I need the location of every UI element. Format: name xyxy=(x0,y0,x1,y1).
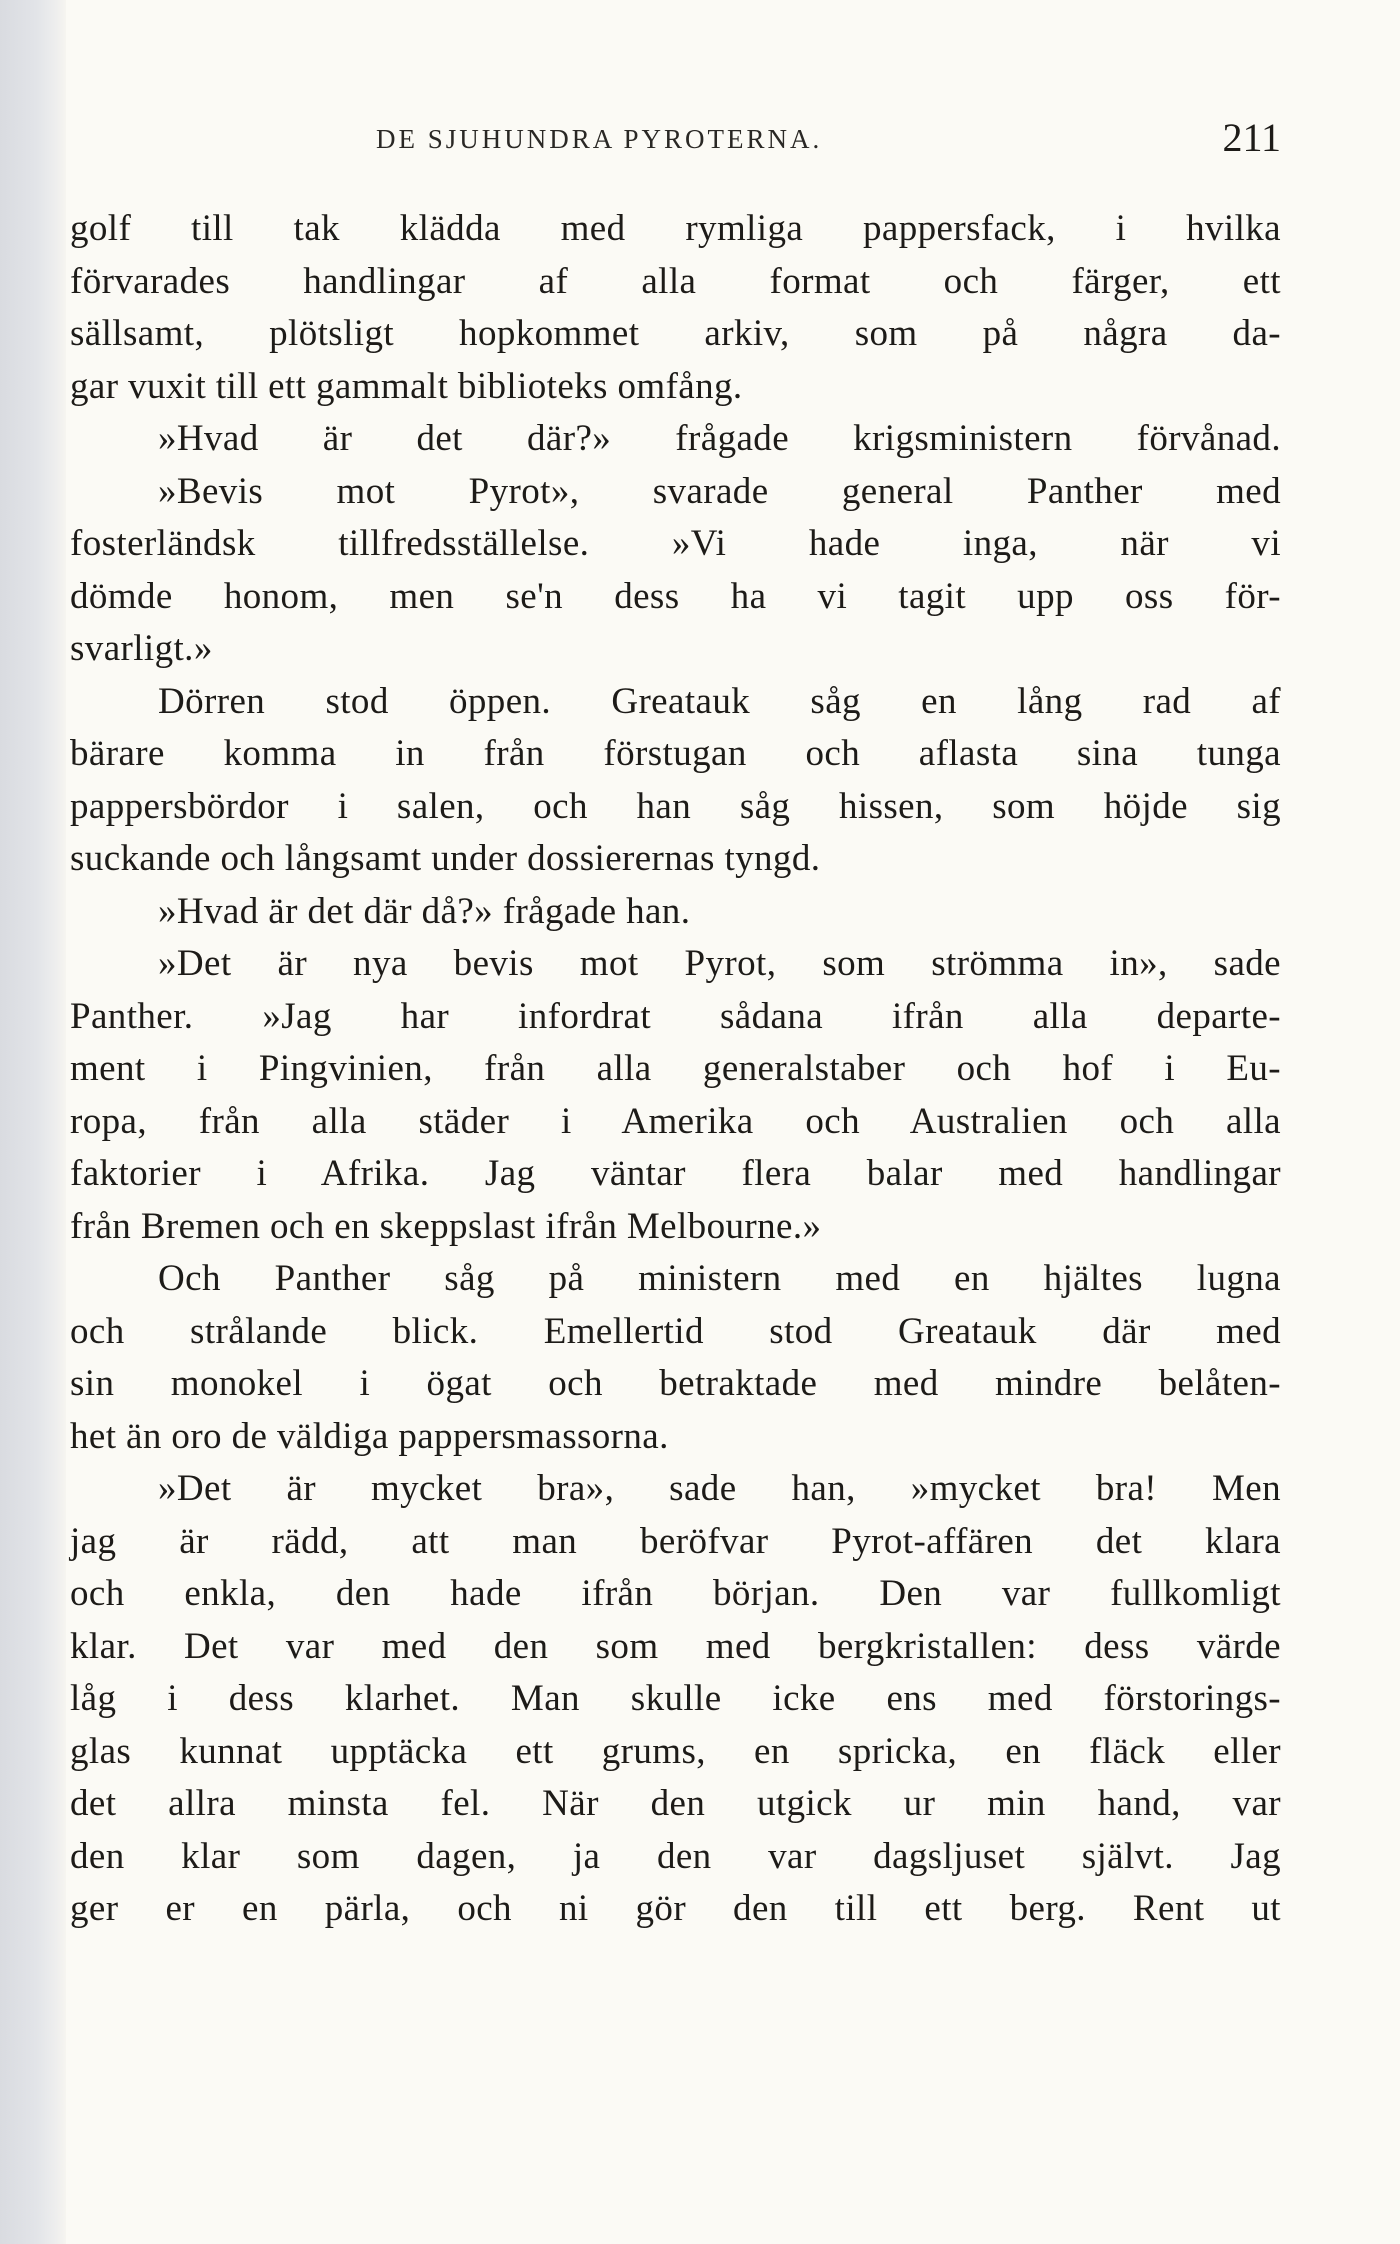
text-line: fosterländsk tillfredsställelse. »Vi hade inga, när vi xyxy=(70,523,1281,564)
text-line: gar vuxit till ett gammalt biblioteks omfång. xyxy=(70,365,743,407)
text-line: från Bremen och en skeppslast ifrån Melbourne.» xyxy=(70,1205,822,1247)
text-line: Dörren stod öppen. Greatauk såg en lång rad af xyxy=(158,680,1281,722)
book-gutter-shadow xyxy=(0,0,66,2244)
book-page xyxy=(66,0,1400,2244)
body-text xyxy=(70,203,1281,1936)
text-line: klar. Det var med den som med bergkristallen: dess värde xyxy=(70,1625,1281,1667)
text-line: och enkla, den hade ifrån början. Den var fullkomligt xyxy=(70,1573,1281,1614)
text-line: ger er en pärla, och ni gör den till ett berg. Rent ut xyxy=(70,1888,1281,1929)
text-line: golf till tak klädda med rymliga pappersfack, i hvilka xyxy=(70,208,1281,249)
running-header xyxy=(66,112,1281,168)
text-line: ment i Pingvinien, från alla generalstaber och hof i Eu- xyxy=(70,1048,1281,1089)
text-line: suckande och långsamt under dossierernas tyngd. xyxy=(70,838,821,879)
text-line: pappersbördor i salen, och han såg hissen, som höjde sig xyxy=(70,785,1281,827)
text-line: sin monokel i ögat och betraktade med mindre belåten- xyxy=(70,1363,1281,1404)
text-line: »Hvad är det där då?» frågade han. xyxy=(158,890,691,932)
text-line: den klar som dagen, ja den var dagsljuset självt. Jag xyxy=(70,1835,1281,1877)
text-line: »Det är mycket bra», sade han, »mycket bra! Men xyxy=(158,1468,1281,1509)
text-line: dömde honom, men se'n dess ha vi tagit upp oss för- xyxy=(70,575,1281,617)
text-line: jag är rädd, att man beröfvar Pyrot-affären det klara xyxy=(70,1520,1281,1562)
text-line: och strålande blick. Emellertid stod Greatauk där med xyxy=(70,1310,1281,1352)
text-line: ropa, från alla städer i Amerika och Australien och alla xyxy=(70,1100,1281,1142)
text-line: faktorier i Afrika. Jag väntar flera balar med handlingar xyxy=(70,1153,1281,1194)
text-line: »Hvad är det där?» frågade krigsministern förvånad. xyxy=(158,418,1281,459)
text-line: det allra minsta fel. När den utgick ur min hand, var xyxy=(70,1783,1281,1824)
running-title: DE SJUHUNDRA PYROTERNA. xyxy=(376,124,823,154)
text-line: Och Panther såg på ministern med en hjältes lugna xyxy=(158,1258,1281,1299)
text-line: svarligt.» xyxy=(70,628,213,669)
page-number: 211 xyxy=(1222,115,1281,160)
text-line: förvarades handlingar af alla format och färger, ett xyxy=(70,260,1281,302)
text-line: låg i dess klarhet. Man skulle icke ens med förstorings- xyxy=(70,1678,1281,1719)
text-line: »Det är nya bevis mot Pyrot, som strömma in», sade xyxy=(158,943,1281,984)
text-line: het än oro de väldiga pappersmassorna. xyxy=(70,1415,669,1457)
text-line: sällsamt, plötsligt hopkommet arkiv, som på några da- xyxy=(70,313,1281,354)
text-line: bärare komma in från förstugan och aflasta sina tunga xyxy=(70,733,1281,774)
text-line: Panther. »Jag har infordrat sådana ifrån alla departe- xyxy=(70,995,1281,1037)
text-line: »Bevis mot Pyrot», svarade general Panther med xyxy=(158,470,1281,512)
text-line: glas kunnat upptäcka ett grums, en spricka, en fläck eller xyxy=(70,1730,1281,1772)
